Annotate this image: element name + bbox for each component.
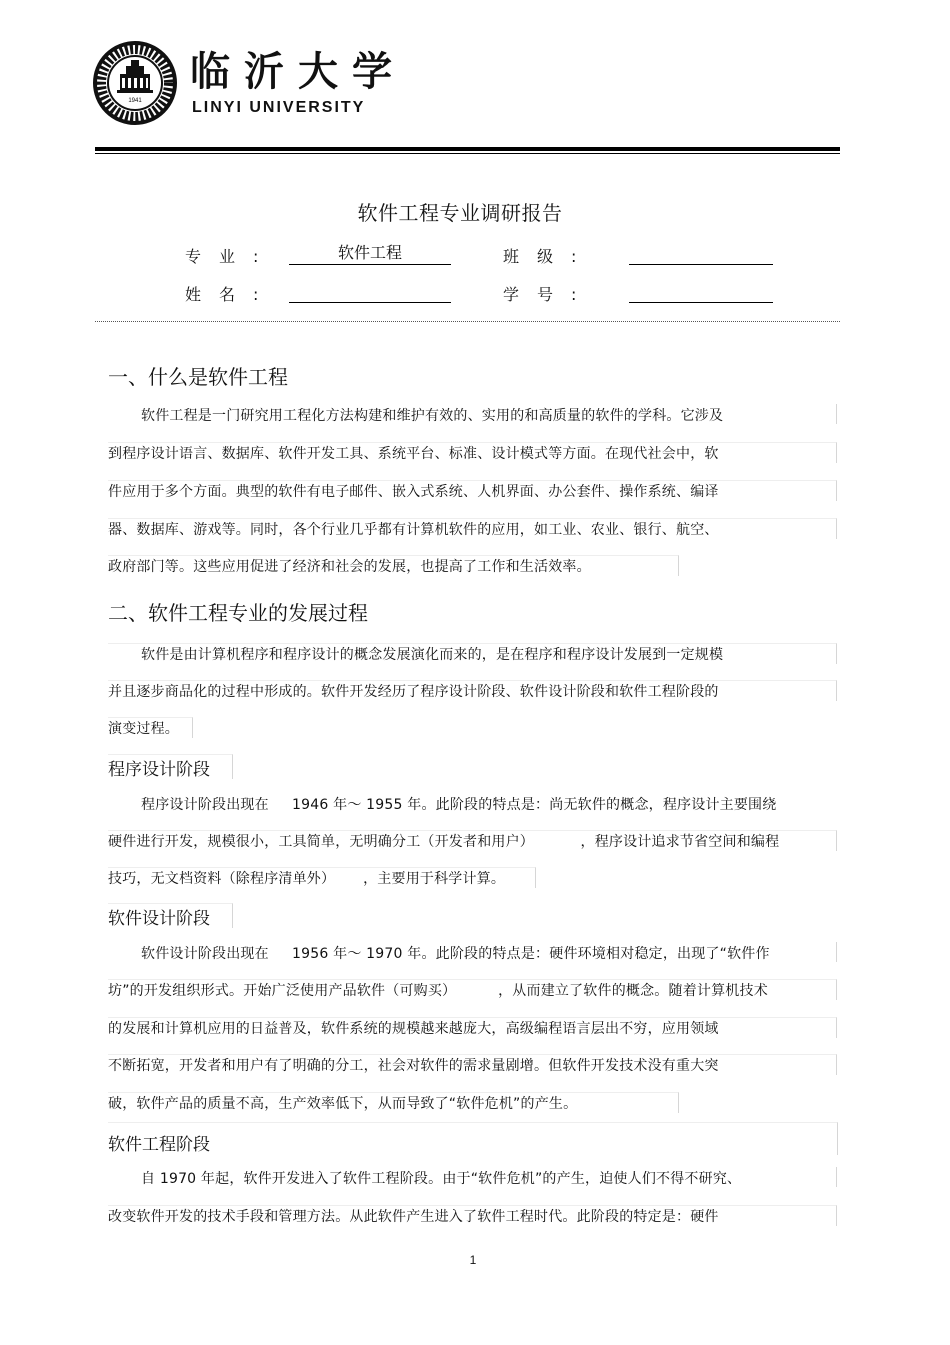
subsection-software-engineering-heading: 软件工程阶段 [108, 1135, 210, 1155]
name-field[interactable] [289, 280, 451, 303]
text-frame [108, 1054, 837, 1075]
subsection-program-design-heading: 程序设计阶段 [108, 760, 210, 780]
major-field[interactable]: 软件工程 [289, 242, 451, 265]
paragraph-line: 改变软件开发的技术手段和管理方法。从此软件产生进入了软件工程时代。此阶段的特定是：硬件 [108, 1209, 719, 1225]
text-frame [108, 867, 536, 888]
paragraph-line: 到程序设计语言、数据库、软件开发工具、系统平台、标准、设计模式等方面。在现代社会中，软 [108, 446, 719, 462]
university-seal-logo [93, 38, 177, 128]
text-frame [108, 1092, 679, 1113]
paragraph-line: 政府部门等。这些应用促进了经济和社会的发展，也提高了工作和生活效率。 [108, 559, 591, 575]
paragraph-line: 破，软件产品的质量不高，生产效率低下，从而导致了“软件危机”的产生。 [108, 1096, 578, 1112]
student-id-field[interactable] [629, 280, 773, 303]
paragraph-line: 不断拓宽，开发者和用户有了明确的分工，社会对软件的需求量剧增。但软件开发技术没有重大突 [108, 1058, 719, 1074]
text-frame [108, 555, 679, 576]
header-rule-thin [95, 153, 840, 154]
paragraph-line: 软件工程是一门研究用工程化方法构建和维护有效的、实用的和高质量的软件的学科。它涉及 [141, 408, 724, 424]
paragraph-line: 软件设计阶段出现在 1956 年～ 1970 年。此阶段的特点是：硬件环境相对稳定，出现了“软件作 [141, 946, 770, 962]
section-1-heading: 一、什么是软件工程 [108, 365, 288, 389]
paragraph-line: 硬件进行开发，规模很小，工具简单，无明确分工（开发者和用户） ，程序设计追求节省空间和编程 [108, 834, 780, 850]
text-frame [108, 754, 233, 779]
student-id-label: 学号: [503, 285, 595, 304]
paragraph-line: 演变过程。 [108, 721, 179, 737]
text-frame [108, 979, 837, 1000]
paragraph-line: 件应用于多个方面。典型的软件有电子邮件、嵌入式系统、人机界面、办公套件、操作系统、编译 [108, 484, 719, 500]
report-title: 软件工程专业调研报告 [357, 201, 563, 225]
paragraph-line: 程序设计阶段出现在 1946 年～ 1955 年。此阶段的特点是：尚无软件的概念，程序设计主要围绕 [141, 797, 777, 813]
paragraph-line: 坊”的开发组织形式。开始广泛使用产品软件（可购买） ，从而建立了软件的概念。随着计算机技术 [108, 983, 768, 999]
text-frame [108, 942, 837, 962]
seal-year: 1941 [128, 98, 142, 104]
text-frame [108, 830, 837, 851]
class-label: 班级: [503, 247, 595, 266]
text-frame [108, 643, 837, 664]
text-frame [108, 480, 837, 501]
header-rule [95, 147, 840, 151]
school-name-english: LINYI UNIVERSITY [192, 99, 366, 116]
section-2-heading: 二、软件工程专业的发展过程 [108, 601, 368, 625]
text-frame [108, 903, 233, 928]
text-frame [108, 1167, 837, 1187]
class-field[interactable] [629, 242, 773, 265]
letterhead [0, 0, 950, 160]
text-frame [108, 1122, 838, 1155]
text-frame [108, 442, 837, 463]
title-divider [95, 321, 840, 322]
major-label: 专业: [185, 247, 277, 266]
text-frame [108, 404, 837, 424]
paragraph-line: 技巧，无文档资料（除程序清单外） ，主要用于科学计算。 [108, 871, 506, 887]
paragraph-line: 软件是由计算机程序和程序设计的概念发展演化而来的，是在程序和程序设计发展到一定规模 [141, 647, 724, 663]
paragraph-line: 的发展和计算机应用的日益普及，软件系统的规模越来越庞大，高级编程语言层出不穷，应用领域 [108, 1021, 719, 1037]
paragraph-line: 自 1970 年起，软件开发进入了软件工程阶段。由于“软件危机”的产生，迫使人们不得不研究、 [141, 1171, 742, 1187]
paragraph-line: 器、数据库、游戏等。同时，各个行业几乎都有计算机软件的应用，如工业、农业、银行、航空、 [108, 522, 719, 538]
page-number: 1 [469, 1253, 477, 1267]
school-name-chinese: 临沂大学 [190, 48, 406, 95]
paragraph-line: 并且逐步商品化的过程中形成的。软件开发经历了程序设计阶段、软件设计阶段和软件工程阶段的 [108, 684, 719, 700]
subsection-software-design-heading: 软件设计阶段 [108, 909, 210, 929]
text-frame [108, 680, 837, 701]
text-frame [108, 1017, 837, 1038]
name-label: 姓名: [185, 285, 277, 304]
text-frame [108, 518, 837, 539]
text-frame [108, 717, 193, 738]
text-frame [108, 1205, 837, 1226]
